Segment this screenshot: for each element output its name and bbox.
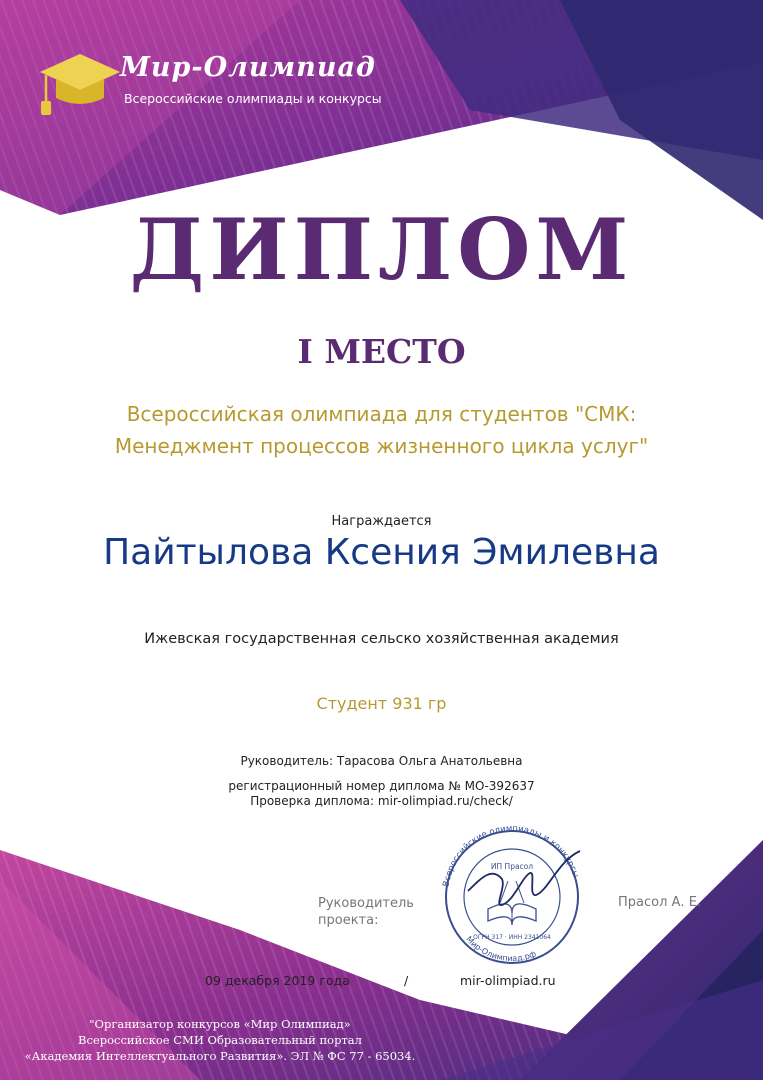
footer-line-1: "Организатор конкурсов «Мир Олимпиад» <box>89 1017 351 1031</box>
olympiad-line-1: Всероссийская олимпиада для студентов "СМК: <box>126 402 637 426</box>
footer-note <box>0 1016 440 1064</box>
olympiad-name <box>0 398 763 462</box>
registration-number: регистрационный номер диплома № МО-392637 <box>228 779 535 793</box>
separator: / <box>404 973 409 988</box>
supervisor-line: Руководитель: Тарасова Ольга Анатольевна <box>240 754 523 768</box>
site-link[interactable]: mir-olimpiad.ru <box>460 973 556 988</box>
signer-name: Прасол А. Е. <box>618 895 702 910</box>
diploma-title: ДИПЛОМ <box>129 200 634 299</box>
footer-line-2: Всероссийское СМИ Образовательный портал <box>78 1033 362 1047</box>
stamp-numbers: ОГРН 317 · ИНН 2341064 <box>473 934 551 941</box>
institution-name: Ижевская государственная сельско хозяйственная академия <box>144 631 619 647</box>
issue-date: 09 декабря 2019 года <box>205 973 350 988</box>
project-lead-label: Руководитель проекта: <box>318 896 414 928</box>
graduation-cap-icon <box>36 46 122 122</box>
site-logo <box>36 46 416 122</box>
awarded-label: Награждается <box>331 514 432 529</box>
stamp-outer-text: Всероссийские олимпиады и конкурсы <box>441 823 581 888</box>
book-emblem-icon <box>488 881 536 925</box>
official-stamp <box>432 817 592 967</box>
stamp-inner-text: ИП Прасол <box>490 862 534 871</box>
logo-subtitle: Всероссийские олимпиады и конкурсы <box>124 91 382 106</box>
place-label: I МЕСТО <box>297 332 466 371</box>
recipient-name: Пайтылова Ксения Эмилевна <box>103 532 660 573</box>
logo-title: Мир-Олимпиад <box>120 52 376 83</box>
stamp-bottom-text: Мир-Олимпиад.рф <box>464 934 538 964</box>
student-group: Студент 931 гр <box>316 694 447 713</box>
svg-text:Всероссийские олимпиады и конк <box>442 824 581 888</box>
olympiad-line-2: Менеджмент процессов жизненного цикла услуг" <box>114 434 649 458</box>
check-url: Проверка диплома: mir-olimpiad.ru/check/ <box>250 794 513 808</box>
footer-line-3: «Академия Интеллектуального Развития». ЭЛ № ФС 77 - 65034. <box>24 1049 416 1063</box>
